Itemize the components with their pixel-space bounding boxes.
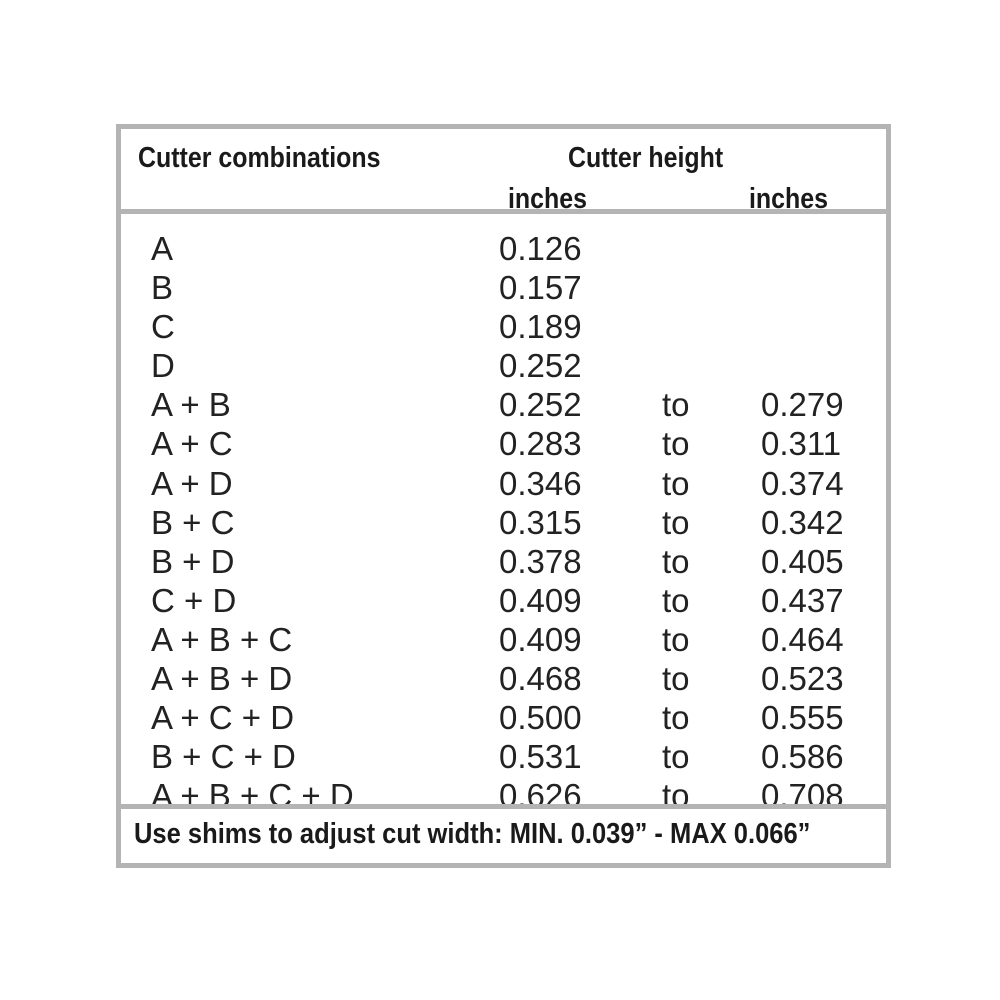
height-min-cell: 0.189	[499, 308, 582, 346]
range-to-cell: to	[662, 503, 690, 541]
height-max-cell: 0.279	[761, 386, 844, 424]
height-min-cell: 0.409	[499, 581, 582, 619]
cutter-table	[116, 124, 891, 868]
combination-cell: D	[151, 347, 175, 385]
height-max-cell: 0.708	[761, 777, 844, 815]
height-min-cell: 0.252	[499, 347, 582, 385]
combination-cell: A + B + D	[151, 660, 293, 698]
height-max-cell: 0.374	[761, 464, 844, 502]
range-to-cell: to	[662, 620, 690, 658]
range-to-cell: to	[662, 464, 690, 502]
combination-cell: B + D	[151, 542, 235, 580]
height-min-cell: 0.626	[499, 777, 582, 815]
height-max-cell: 0.464	[761, 620, 844, 658]
height-min-cell: 0.531	[499, 738, 582, 776]
height-min-cell: 0.126	[499, 230, 582, 267]
height-min-cell: 0.468	[499, 660, 582, 698]
combination-cell: C + D	[151, 581, 237, 619]
range-to-cell: to	[662, 542, 690, 580]
height-min-cell: 0.346	[499, 464, 582, 502]
height-min-cell: 0.409	[499, 620, 582, 658]
combination-cell: A + B	[151, 386, 231, 424]
combination-cell: A	[151, 230, 174, 267]
height-min-cell: 0.315	[499, 503, 582, 541]
table-row	[121, 698, 886, 737]
height-max-cell: 0.405	[761, 542, 844, 580]
height-min-cell: 0.378	[499, 542, 582, 580]
table-row	[121, 346, 886, 385]
table-row	[121, 385, 886, 424]
height-min-cell: 0.500	[499, 699, 582, 737]
range-to-cell: to	[662, 425, 690, 463]
combinations-header: Cutter combinations	[138, 142, 381, 174]
table-row	[121, 737, 886, 776]
unit-min-header: inches	[508, 183, 588, 215]
combination-cell: A + C + D	[151, 699, 295, 737]
table-row	[121, 581, 886, 620]
combination-cell: B + C	[151, 503, 235, 541]
combination-cell: A + D	[151, 464, 233, 502]
range-to-cell: to	[662, 581, 690, 619]
height-max-cell: 0.555	[761, 699, 844, 737]
table-row	[121, 464, 886, 503]
range-to-cell: to	[662, 738, 690, 776]
combination-cell: B + C + D	[151, 738, 296, 776]
height-min-cell: 0.252	[499, 386, 582, 424]
table-body	[121, 229, 886, 815]
cutter-height-header: Cutter height	[568, 142, 724, 174]
table-footer	[121, 804, 886, 863]
unit-max-header: inches	[749, 183, 829, 215]
table-row	[121, 542, 886, 581]
range-to-cell: to	[662, 699, 690, 737]
table-row	[121, 229, 886, 268]
combination-cell: A + B + C	[151, 620, 293, 658]
combination-cell: B	[151, 269, 174, 307]
combination-cell: A + C	[151, 425, 233, 463]
range-to-cell: to	[662, 386, 690, 424]
table-row	[121, 307, 886, 346]
table-row	[121, 268, 886, 307]
range-to-cell: to	[662, 777, 690, 815]
table-row	[121, 424, 886, 463]
table-row	[121, 659, 886, 698]
height-max-cell: 0.342	[761, 503, 844, 541]
height-min-cell: 0.283	[499, 425, 582, 463]
height-max-cell: 0.523	[761, 660, 844, 698]
range-to-cell: to	[662, 660, 690, 698]
height-max-cell: 0.586	[761, 738, 844, 776]
height-max-cell: 0.437	[761, 581, 844, 619]
height-max-cell: 0.311	[761, 425, 842, 463]
combination-cell: C	[151, 308, 175, 346]
table-header	[121, 129, 886, 214]
table-row	[121, 620, 886, 659]
table-row	[121, 503, 886, 542]
height-min-cell: 0.157	[499, 269, 582, 307]
combination-cell: A + B + C + D	[151, 777, 354, 815]
shim-note: Use shims to adjust cut width: MIN. 0.039” - MAX 0.066”	[134, 818, 811, 850]
